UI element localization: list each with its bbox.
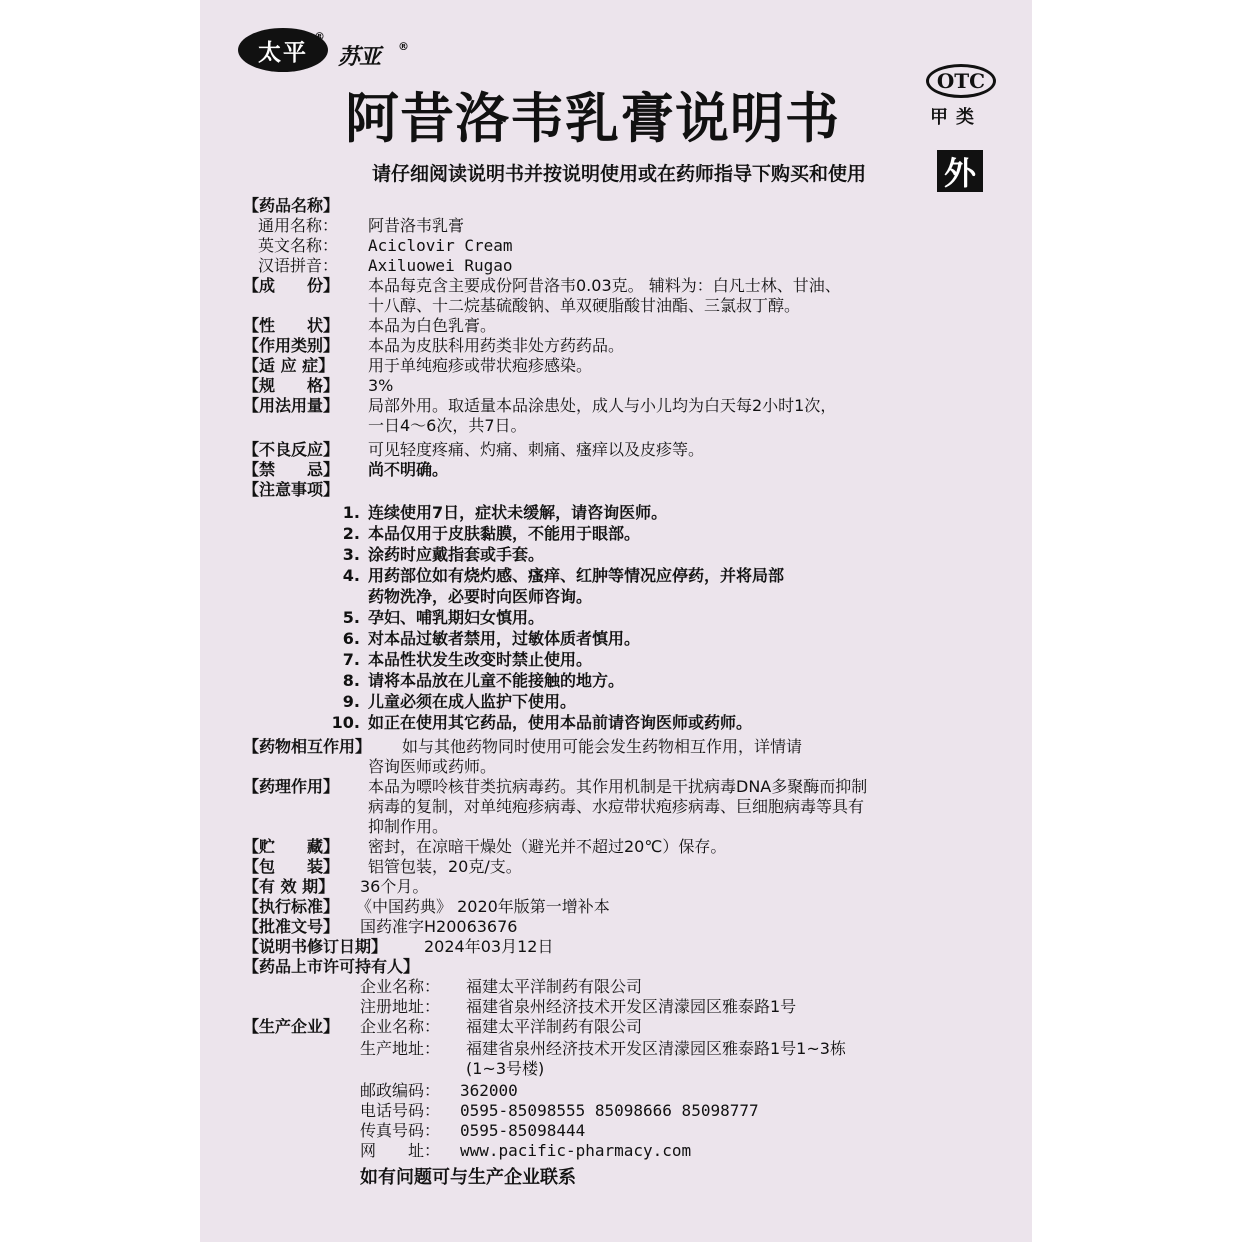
interaction-line: 如与其他药物同时使用可能会发生药物相互作用，详情请: [402, 737, 803, 756]
note-line: 孕妇、哺乳期妇女慎用。: [368, 608, 545, 627]
pinyin-name: Axiluowei Rugao: [368, 256, 513, 275]
phone-key: 电话号码：: [360, 1101, 441, 1120]
interaction-line: 咨询医师或药师。: [368, 757, 497, 776]
manufacturer-address: 福建省泉州经济技术开发区清濛园区雅泰路1号1~3栋: [466, 1039, 846, 1058]
manufacturer-company: 福建太平洋制药有限公司: [466, 1017, 643, 1036]
label-manufacturer: 【生产企业】: [243, 1017, 340, 1036]
generic-name: 阿昔洛韦乳膏: [368, 216, 465, 235]
note-number: 10.: [331, 713, 360, 732]
category-text: 本品为皮肤科用药类非处方药药品。: [368, 336, 625, 355]
package-text: 铝管包装，20克/支。: [368, 857, 522, 876]
generic-name-key: 通用名称：: [258, 216, 339, 235]
ingredients-line: 十八醇、十二烷基硫酸钠、单双硬脂酸甘油酯、三氯叔丁醇。: [368, 296, 801, 315]
note-line: 本品仅用于皮肤黏膜，不能用于眼部。: [368, 524, 641, 543]
note-line: 对本品过敏者禁用，过敏体质者慎用。: [368, 629, 641, 648]
pinyin-name-key: 汉语拼音：: [258, 256, 339, 275]
holder-address-key: 注册地址：: [360, 997, 441, 1016]
postcode-key: 邮政编码：: [360, 1081, 441, 1100]
fax: 0595-85098444: [460, 1121, 586, 1140]
otc-class-label: 甲类: [930, 107, 982, 128]
ingredients-line: 本品每克含主要成份阿昔洛韦0.03克。 辅料为：白凡士林、甘油、: [368, 276, 841, 295]
revision-text: 2024年03月12日: [424, 937, 554, 956]
label-storage: 【贮 藏】: [243, 837, 340, 856]
label-usage: 【用法用量】: [243, 396, 340, 415]
suya-logo: 苏亚: [338, 45, 381, 70]
note-number: 5.: [342, 608, 360, 627]
label-interaction: 【药物相互作用】: [243, 737, 372, 756]
label-character: 【性 状】: [243, 316, 340, 335]
standard-text: 《中国药典》 2020年版第一增补本: [356, 897, 610, 916]
holder-company: 福建太平洋制药有限公司: [466, 977, 643, 996]
contact-note: 如有问题可与生产企业联系: [360, 1167, 576, 1188]
pharmacology-line: 本品为嘌呤核苷类抗病毒药。其作用机制是干扰病毒DNA多聚酶而抑制: [368, 777, 868, 796]
note-line: 本品性状发生改变时禁止使用。: [368, 650, 593, 669]
label-adverse: 【不良反应】: [243, 440, 340, 459]
character-text: 本品为白色乳膏。: [368, 316, 497, 335]
note-number: 7.: [342, 650, 360, 669]
note-line: 涂药时应戴指套或手套。: [368, 545, 545, 564]
note-line: 连续使用7日，症状未缓解，请咨询医师。: [368, 503, 668, 522]
website: www.pacific-pharmacy.com: [460, 1141, 692, 1160]
external-use-badge: 外: [937, 150, 983, 192]
label-approval: 【批准文号】: [243, 917, 340, 936]
label-category: 【作用类别】: [243, 336, 340, 355]
note-number: 4.: [342, 566, 360, 585]
label-pharmacology: 【药理作用】: [243, 777, 340, 796]
note-line: 如正在使用其它药品，使用本品前请咨询医师或药师。: [368, 713, 753, 732]
postcode: 362000: [460, 1081, 518, 1100]
page-title: 阿昔洛韦乳膏说明书: [345, 87, 840, 150]
usage-line: 局部外用。取适量本品涂患处，成人与小儿均为白天每2小时1次，: [368, 396, 837, 415]
phone: 0595-85098555 85098666 85098777: [460, 1101, 759, 1120]
pharmacology-line: 病毒的复制，对单纯疱疹病毒、水痘带状疱疹病毒、巨细胞病毒等具有: [368, 797, 865, 816]
label-contra: 【禁 忌】: [243, 460, 340, 479]
contra-text: 尚不明确。: [368, 460, 449, 479]
note-number: 8.: [342, 671, 360, 690]
storage-text: 密封，在凉暗干燥处（避光并不超过20℃）保存。: [368, 837, 727, 856]
label-validity: 【有 效 期】: [243, 877, 335, 896]
taiping-logo: 太平: [238, 28, 328, 72]
label-package: 【包 装】: [243, 857, 340, 876]
holder-address: 福建省泉州经济技术开发区清濛园区雅泰路1号: [466, 997, 797, 1016]
note-line: 用药部位如有烧灼感、瘙痒、红肿等情况应停药，并将局部: [368, 566, 785, 585]
manufacturer-address-key: 生产地址：: [360, 1039, 441, 1058]
note-number: 3.: [342, 545, 360, 564]
note-line: 儿童必须在成人监护下使用。: [368, 692, 577, 711]
label-indication: 【适 应 症】: [243, 356, 335, 375]
label-revision: 【说明书修订日期】: [243, 937, 388, 956]
note-number: 2.: [342, 524, 360, 543]
label-notes: 【注意事项】: [243, 480, 340, 499]
otc-badge: OTC: [926, 64, 996, 98]
website-key: 网 址：: [360, 1141, 441, 1160]
holder-company-key: 企业名称：: [360, 977, 441, 996]
indication-text: 用于单纯疱疹或带状疱疹感染。: [368, 356, 593, 375]
adverse-text: 可见轻度疼痛、灼痛、刺痛、瘙痒以及皮疹等。: [368, 440, 705, 459]
registered-mark: ®: [314, 30, 325, 43]
note-line: 请将本品放在儿童不能接触的地方。: [368, 671, 625, 690]
label-holder: 【药品上市许可持有人】: [243, 957, 420, 976]
english-name: Aciclovir Cream: [368, 236, 513, 255]
manufacturer-company-key: 企业名称：: [360, 1017, 441, 1036]
usage-line: 一日4～6次，共7日。: [368, 416, 527, 435]
note-line: 药物洗净，必要时向医师咨询。: [368, 587, 593, 606]
validity-text: 36个月。: [360, 877, 429, 896]
approval-text: 国药准字H20063676: [360, 917, 518, 936]
pharmacology-line: 抑制作用。: [368, 817, 449, 836]
note-number: 6.: [342, 629, 360, 648]
note-number: 9.: [342, 692, 360, 711]
spec-text: 3%: [368, 376, 394, 395]
note-number: 1.: [342, 503, 360, 522]
label-name: 【药品名称】: [243, 196, 340, 215]
english-name-key: 英文名称：: [258, 236, 339, 255]
registered-mark: ®: [398, 40, 409, 53]
label-ingredients: 【成 份】: [243, 276, 340, 295]
page-subtitle: 请仔细阅读说明书并按说明使用或在药师指导下购买和使用: [372, 163, 867, 185]
label-standard: 【执行标准】: [243, 897, 340, 916]
manufacturer-address-line2: (1~3号楼): [466, 1059, 545, 1078]
fax-key: 传真号码：: [360, 1121, 441, 1140]
label-spec: 【规 格】: [243, 376, 340, 395]
